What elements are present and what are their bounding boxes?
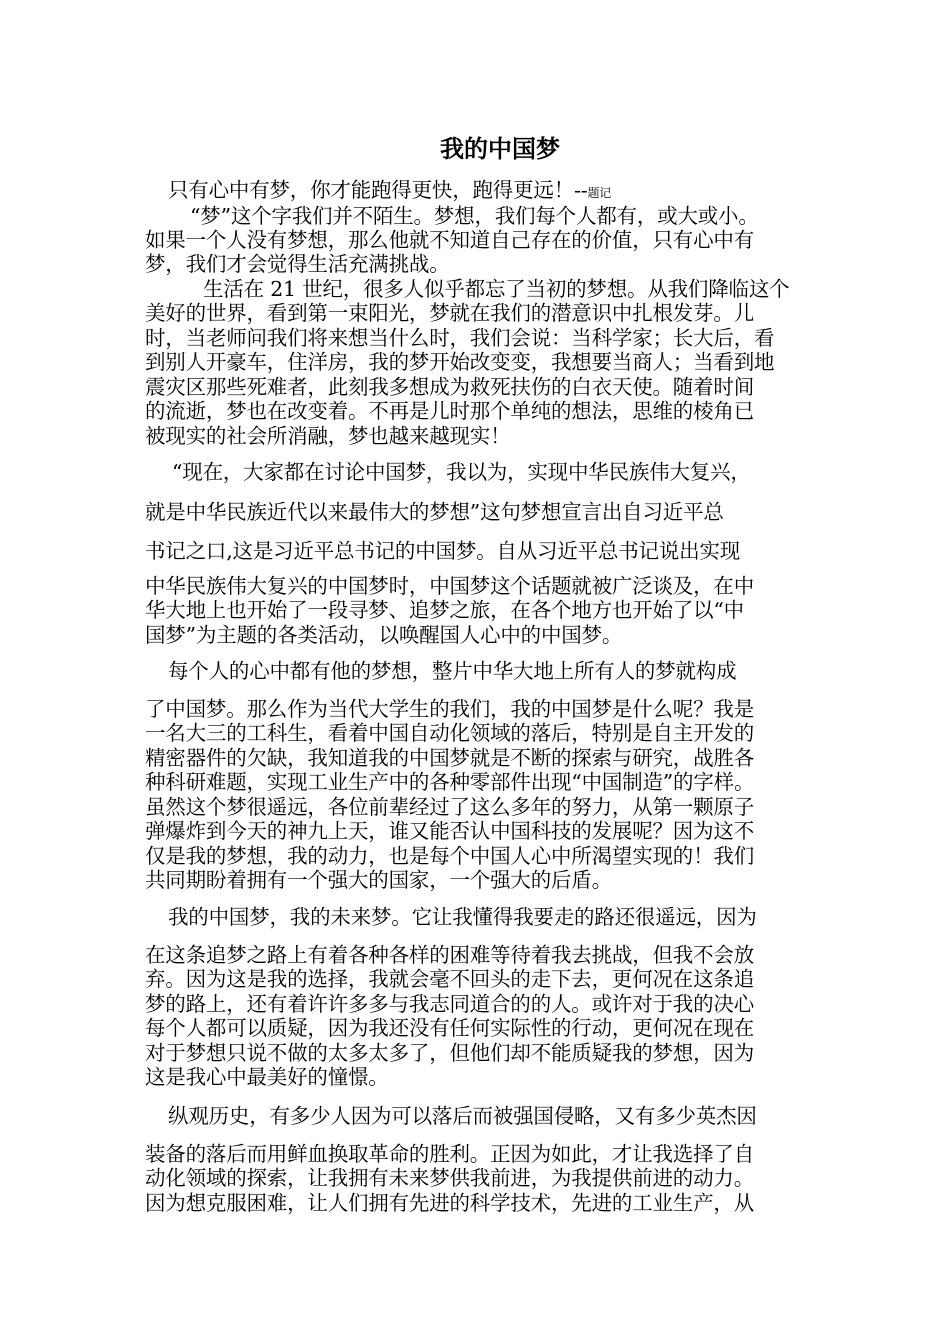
text-line: 就是中华民族近代以来最伟大的梦想”这句梦想宣言出自习近平总 <box>145 500 724 524</box>
epigraph-text: 只有心中有梦，你才能跑得更快，跑得更远！-- <box>168 178 588 202</box>
text-line: 被现实的社会所消融，梦也越来越现实！ <box>145 424 511 448</box>
text-line: 中华民族伟大复兴的中国梦时，中国梦这个话题就被广泛谈及，在中 <box>145 574 754 598</box>
text-line: 共同期盼着拥有一个强大的国家，一个强大的后盾。 <box>145 868 612 892</box>
text-line: 时，当老师问我们将来想当什么时，我们会说：当科学家；长大后，看 <box>145 326 775 350</box>
text-line: 梦的路上，还有着许许多多与我志同道合的的人。或许对于我的决心 <box>145 992 754 1016</box>
text-line: 弹爆炸到今天的神九上天，谁又能否认中国科技的发展呢？因为这不 <box>145 819 754 843</box>
text-line: 纵观历史，有多少人因为可以落后而被强国侵略，又有多少英杰因 <box>168 1104 757 1128</box>
text-line: 一名大三的工科生，看着中国自动化领域的落后，特别是自主开发的 <box>145 721 754 745</box>
page-title: 我的中国梦 <box>440 134 560 163</box>
text-line: 生活在 21 世纪，很多人似乎都忘了当初的梦想。从我们降临这个 <box>203 277 790 301</box>
text-line: 的流逝，梦也在改变着。不再是儿时那个单纯的想法，思维的棱角已 <box>145 399 754 423</box>
text-line: 因为想克服困难，让人们拥有先进的科学技术，先进的工业生产，从 <box>145 1191 754 1215</box>
text-line: 了中国梦。那么作为当代大学生的我们，我的中国梦是什么呢？我是 <box>145 697 754 721</box>
text-line: 梦，我们才会觉得生活充满挑战。 <box>145 252 450 276</box>
epigraph-attribution: 题记 <box>587 186 612 200</box>
text-line: 在这条追梦之路上有着各种各样的困难等待着我去挑战，但我不会放 <box>145 943 754 967</box>
text-line: 书记之口,这是习近平总书记的中国梦。自从习近平总书记说出实现 <box>145 539 741 563</box>
text-line: 如果一个人没有梦想，那么他就不知道自己存在的价值，只有心中有 <box>145 228 754 252</box>
text-line: “现在，大家都在讨论中国梦，我以为，实现中华民族伟大复兴， <box>172 460 751 484</box>
text-line: 到别人开豪车，住洋房，我的梦开始改变变，我想要当商人；当看到地 <box>145 350 775 374</box>
text-line: 种科研难题，实现工业生产中的各种零部件出现“中国制造”的字样。 <box>145 770 755 794</box>
text-line: 我的中国梦，我的未来梦。它让我懂得我要走的路还很遥远，因为 <box>168 905 757 929</box>
text-line: 华大地上也开始了一段寻梦、追梦之旅，在各个地方也开始了以“中 <box>145 598 744 622</box>
text-line: 对于梦想只说不做的太多太多了，但他们却不能质疑我的梦想，因为 <box>145 1041 754 1065</box>
text-line: 这是我心中最美好的憧憬。 <box>145 1065 389 1089</box>
text-line: 国梦”为主题的各类活动，以唤醒国人心中的中国梦。 <box>145 623 623 647</box>
text-line: 每个人都可以质疑，因为我还没有任何实际性的行动，更何况在现在 <box>145 1016 754 1040</box>
text-line: 美好的世界，看到第一束阳光，梦就在我们的潜意识中扎根发芽。儿 <box>145 301 754 325</box>
text-line: 震灾区那些死难者，此刻我多想成为救死扶伤的白衣天使。随着时间 <box>145 375 754 399</box>
text-line: 弃。因为这是我的选择，我就会毫不回头的走下去，更何况在这条追 <box>145 967 754 991</box>
text-line: “梦”这个字我们并不陌生。梦想，我们每个人都有，或大或小。 <box>190 204 759 228</box>
text-line: 虽然这个梦很遥远，各位前辈经过了这么多年的努力，从第一颗原子 <box>145 795 754 819</box>
text-line: 动化领域的探索，让我拥有未来梦供我前进，为我提供前进的动力。 <box>145 1166 754 1190</box>
text-line: 仅是我的梦想，我的动力，也是每个中国人心中所渴望实现的！我们 <box>145 844 754 868</box>
text-line: 精密器件的欠缺，我知道我的中国梦就是不断的探索与研究，战胜各 <box>145 746 754 770</box>
text-line: 每个人的心中都有他的梦想，整片中华大地上所有人的梦就构成 <box>168 659 737 683</box>
text-line: 装备的落后而用鲜血换取革命的胜利。正因为如此，才让我选择了自 <box>145 1142 754 1166</box>
